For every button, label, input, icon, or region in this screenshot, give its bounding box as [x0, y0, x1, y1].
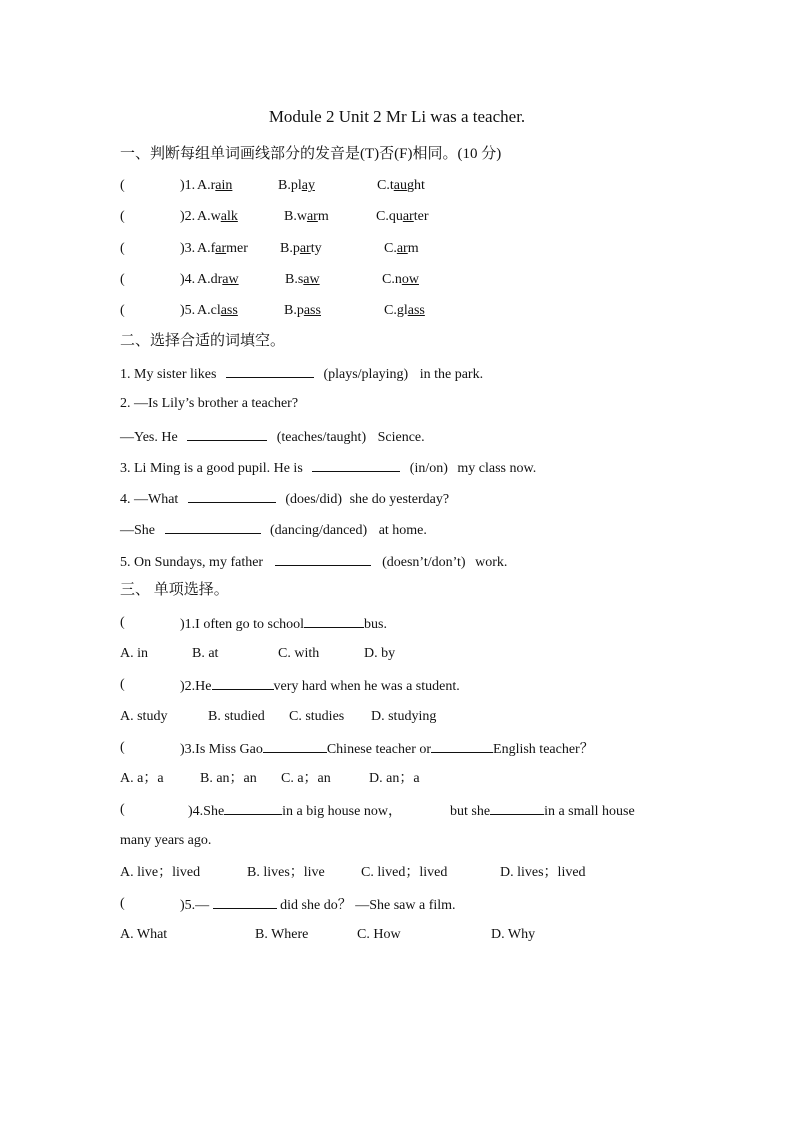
answer-blank[interactable] [490, 800, 544, 815]
answer-blank[interactable] [188, 488, 276, 503]
section3-heading: 三、 单项选择。 [120, 582, 229, 598]
answer-blank[interactable] [212, 675, 274, 690]
answer-blank[interactable] [312, 457, 400, 472]
answer-blank[interactable] [275, 551, 371, 566]
worksheet-page: Module 2 Unit 2 Mr Li was a teacher. 一、判断每组单词画线部分的发音是(T)否(F)相同。(10 分) ( )1. A.rain B.play C.taught ( )2. A.walk B.warm C.quarter ( )3. A.farmer B.party C.arm ( )4. A.draw B.saw C.now ( )5. A.class B.pass C.glass 二、选择合适的词填空。 1. My sister likes (plays/playing) in the park. 2. —Is Lily’s brother a teacher? —Yes. He (teaches/taught) Science. 3. Li Ming is a good pupil. He is (in/on) my class now. 4. —What (does/did) she do yesterday? —She (dancing/danced) at home. 5. On Sundays, my father (doesn’t/don’t) work. 三、 单项选择。 ( )1.I often go to school bus. A. in B. at C. with D. by ( )2.He very hard when he was a student. A. study B. studied C. studies D. studying ( )3.Is Miss Gao Chinese teacher or English teacher？ A. a；a B. an；an C. a；an D. an；a ( )4.She in a big house now， but she in a small house many years ago. A. live；lived B. lives；live C. lived；lived D. lives；lived ( )5.— did she do？ —She saw a film. A. What B. Where C. How D. Why [0, 0, 794, 1123]
fill-question-5: 5. On Sundays, my father (doesn’t/don’t) work. [120, 551, 507, 571]
answer-blank[interactable] [263, 738, 327, 753]
choice-question-4-cont: many years ago. [120, 833, 212, 848]
answer-blank[interactable] [431, 738, 493, 753]
fill-question-3: 3. Li Ming is a good pupil. He is (in/on) my class now. [120, 457, 536, 477]
answer-blank[interactable] [187, 426, 267, 441]
fill-question-2b: —Yes. He (teaches/taught) Science. [120, 426, 425, 446]
fill-question-2a: 2. —Is Lily’s brother a teacher? [120, 396, 299, 411]
section1-heading: 一、判断每组单词画线部分的发音是(T)否(F)相同。(10 分) [120, 146, 502, 162]
fill-question-1: 1. My sister likes (plays/playing) in the park. [120, 363, 483, 383]
answer-blank[interactable] [165, 519, 261, 534]
section2-heading: 二、选择合适的词填空。 [120, 333, 286, 349]
answer-blank[interactable] [224, 800, 282, 815]
page-title: Module 2 Unit 2 Mr Li was a teacher. [268, 107, 526, 126]
fill-question-4a: 4. —What (does/did) she do yesterday? [120, 488, 449, 508]
answer-blank[interactable] [226, 363, 314, 378]
answer-blank[interactable] [213, 894, 277, 909]
answer-blank[interactable] [304, 613, 364, 628]
fill-question-4b: —She (dancing/danced) at home. [120, 519, 427, 539]
